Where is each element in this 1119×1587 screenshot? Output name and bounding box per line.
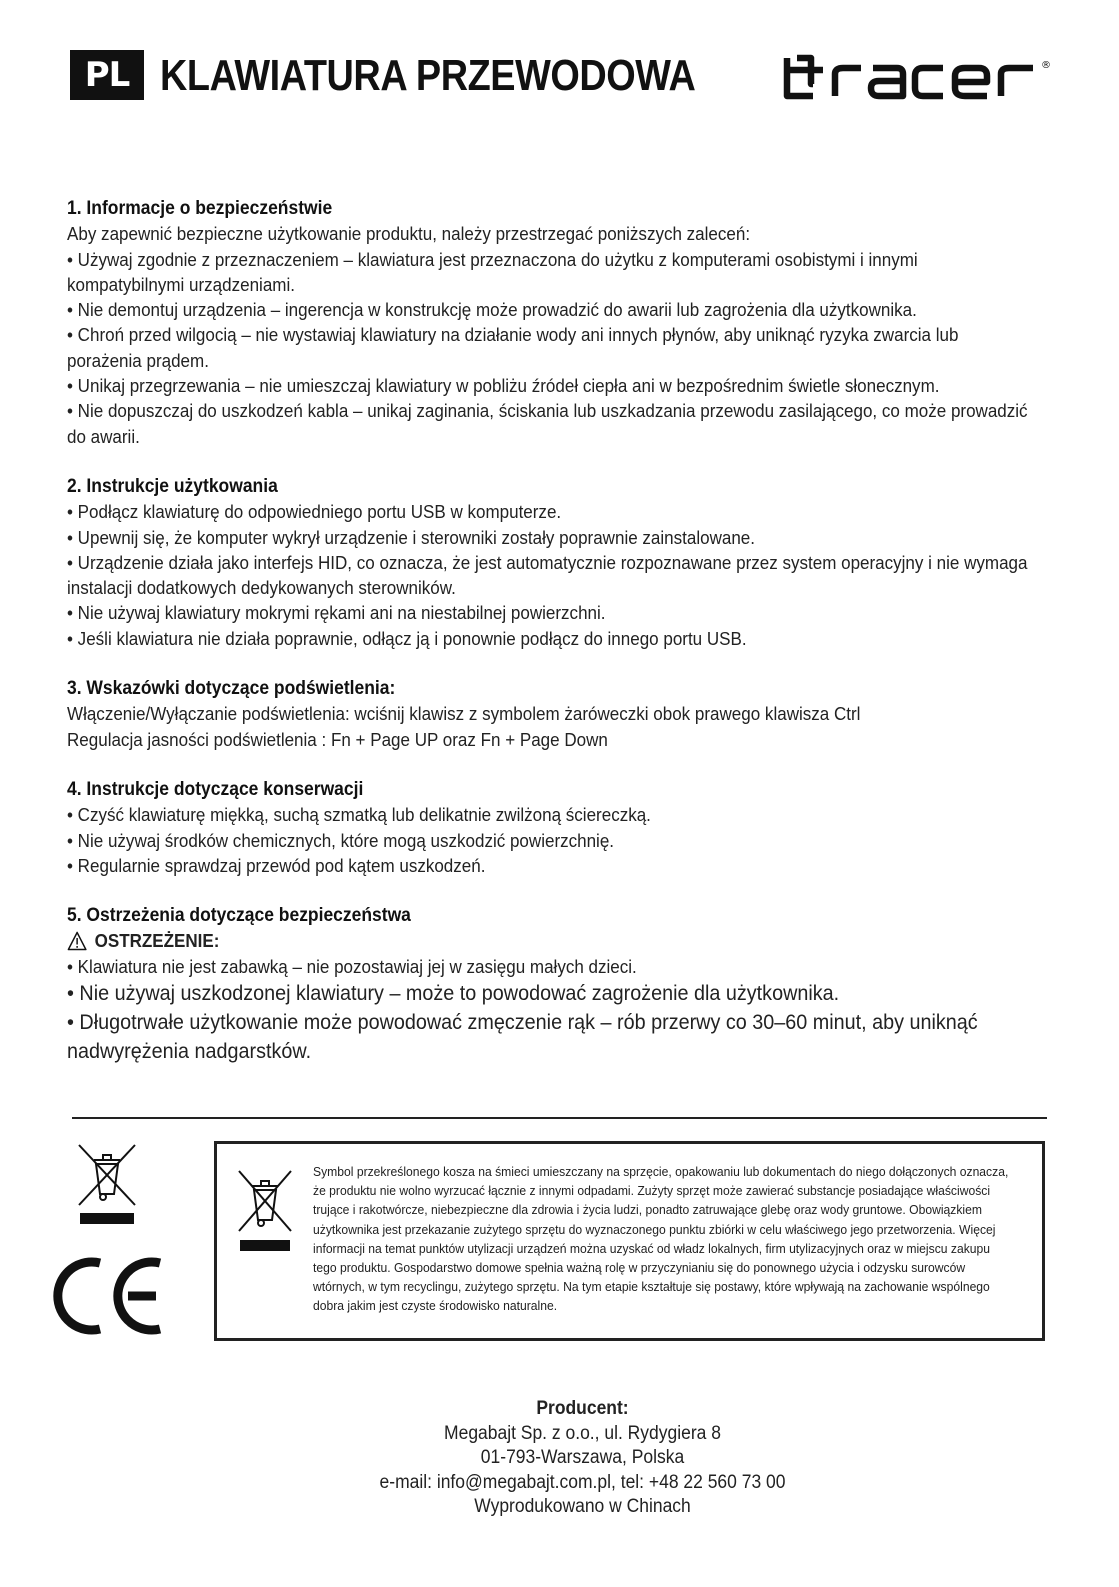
section-title: 4. Instrukcje dotyczące konserwacji [67, 778, 364, 800]
producer-line: Wyprodukowano w Chinach [474, 1496, 691, 1517]
instructions-content [67, 196, 1037, 1091]
section-backlight-tips [67, 676, 1037, 752]
svg-text:®: ® [1041, 60, 1051, 71]
bullet-item: • Nie dopuszczaj do uszkodzeń kabla – unikaj zaginania, ściskania lub uszkadzania przewodu zasilającego, co może prowadzić do awarii. [67, 400, 1028, 447]
bullet-item: • Nie używaj klawiatury mokrymi rękami ani na niestabilnej powierzchni. [67, 602, 606, 624]
bullet-item: • Nie demontuj urządzenia – ingerencja w konstrukcję może prowadzić do awarii lub zagrożenia dla użytkownika. [67, 299, 917, 321]
bullet-item: • Długotrwałe użytkowanie może powodować zmęczenie rąk – rób przerwy co 30–60 minut, aby uniknąć nadwyrężenia nadgarstków. [67, 1010, 978, 1064]
bullet-item: • Unikaj przegrzewania – nie umieszczaj klawiatury w pobliżu źródeł ciepła ani w bezpośrednim świetle słonecznym. [67, 375, 940, 397]
bullet-item: • Chroń przed wilgocią – nie wystawiaj klawiatury na działanie wody ani innych płynów, aby uniknąć ryzyka zwarcia lub porażenia prądem. [67, 324, 959, 371]
bullet-item: • Regularnie sprawdzaj przewód pod kątem uszkodzeń. [67, 854, 486, 876]
bullet-item: • Urządzenie działa jako interfejs HID, co oznacza, że jest automatycznie rozpoznawane przez system operacyjny i nie wymaga instalacji dodatkowych dedykowanych sterowników. [67, 551, 1028, 599]
document-title: KLAWIATURA PRZEWODOWA [160, 51, 696, 100]
bullet-item: • Podłącz klawiaturę do odpowiedniego portu USB w komputerze. [67, 501, 562, 523]
section-safety-info [67, 196, 1037, 449]
warning-label [67, 928, 1037, 953]
bullet-item: • Nie używaj uszkodzonej klawiatury – może to powodować zagrożenie dla użytkownika. [67, 981, 840, 1006]
section-title: 2. Instrukcje użytkowania [67, 475, 278, 497]
section-title: 1. Informacje o bezpieczeństwie [67, 198, 333, 219]
section-title: 5. Ostrzeżenia dotyczące bezpieczeństwa [67, 905, 411, 927]
producer-info [0, 1397, 1119, 1520]
producer-title: Producent: [536, 1398, 629, 1419]
weee-notice-box [214, 1141, 1045, 1341]
bullet-item: • Nie używaj środków chemicznych, które mogą uszkodzić powierzchnię. [67, 829, 615, 851]
producer-line: 01-793-Warszawa, Polska [480, 1447, 685, 1468]
crossed-out-wheelie-bin-icon [76, 1142, 138, 1226]
bullet-item: • Klawiatura nie jest zabawką – nie pozostawiaj jej w zasięgu małych dzieci. [67, 955, 637, 977]
section-maintenance [67, 777, 1037, 878]
section-title: 3. Wskazówki dotyczące podświetlenia: [67, 678, 396, 700]
weee-notice-text: Symbol przekreślonego kosza na śmieci umieszczany na sprzęcie, opakowaniu lub dokumentach do niego dołączonych oznacza, że produktu nie wolno wyrzucać łącznie z innymi odpadami. Zużyty sprzęt może zawierać substancje posiadające właściwości trujące i rakotwórcze, niebezpieczne dla zdrowia i życia ludzi, ponadto zatruwające glebę oraz wody gruntowe. Obowiązkiem użytkownika jest przekazanie zużytego sprzętu do wyznaczonego punktu zbiórki w celu właściwego jego przetworzenia. Więcej informacji na temat punktów utylizacji urządzeń można uzyskać od władz lokalnych, firm utylizacyjnych oraz w miejscu zakupu tego produktu. Gospodarstwo domowe spełnia ważną rolę w przyczynianiu się do ponownego użycia i odzysku surowców wtórnych, w tym recyclingu, zużytego sprzętu. Na tym etapie kształtuje się postawy, które wpływają na zachowanie wspólnego dobra jakim jest czyste środowisko naturalne. [313, 1164, 1009, 1314]
warning-triangle-icon [67, 931, 87, 951]
bullet-item: • Jeśli klawiatura nie działa poprawnie, odłącz ją i ponownie podłącz do innego portu USB. [67, 627, 747, 649]
section-usage-instructions [67, 474, 1037, 651]
producer-line: Megabajt Sp. z o.o., ul. Rydygiera 8 [444, 1422, 721, 1444]
ce-mark-icon [52, 1255, 166, 1337]
warning-text: OSTRZEŻENIE: [94, 930, 220, 952]
crossed-out-wheelie-bin-icon [236, 1168, 294, 1252]
section-safety-warnings [67, 903, 1037, 1066]
bullet-item: • Używaj zgodnie z przeznaczeniem – klawiatura jest przeznaczona do użytku z komputerami osobistymi i innymi kompatybilnymi urządzeniami. [67, 248, 918, 295]
language-badge: PL [70, 50, 144, 100]
paragraph: Regulacja jasności podświetlenia : Fn + Page UP oraz Fn + Page Down [67, 728, 608, 750]
bullet-item: • Czyść klawiaturę miękką, suchą szmatką lub delikatnie zwilżoną ściereczką. [67, 804, 651, 826]
header [70, 50, 1055, 102]
tracer-logo [783, 54, 1055, 100]
producer-contact: e-mail: info@megabajt.com.pl, tel: +48 22 560 73 00 [379, 1471, 786, 1493]
bullet-item: • Upewnij się, że komputer wykrył urządzenie i sterowniki zostały poprawnie zainstalowane. [67, 526, 756, 548]
paragraph: Włączenie/Wyłączanie podświetlenia: wciśnij klawisz z symbolem żaróweczki obok prawego klawisza Ctrl [67, 703, 861, 725]
paragraph: Aby zapewnić bezpieczne użytkowanie produktu, należy przestrzegać poniższych zaleceń: [67, 223, 751, 245]
divider [72, 1117, 1047, 1119]
